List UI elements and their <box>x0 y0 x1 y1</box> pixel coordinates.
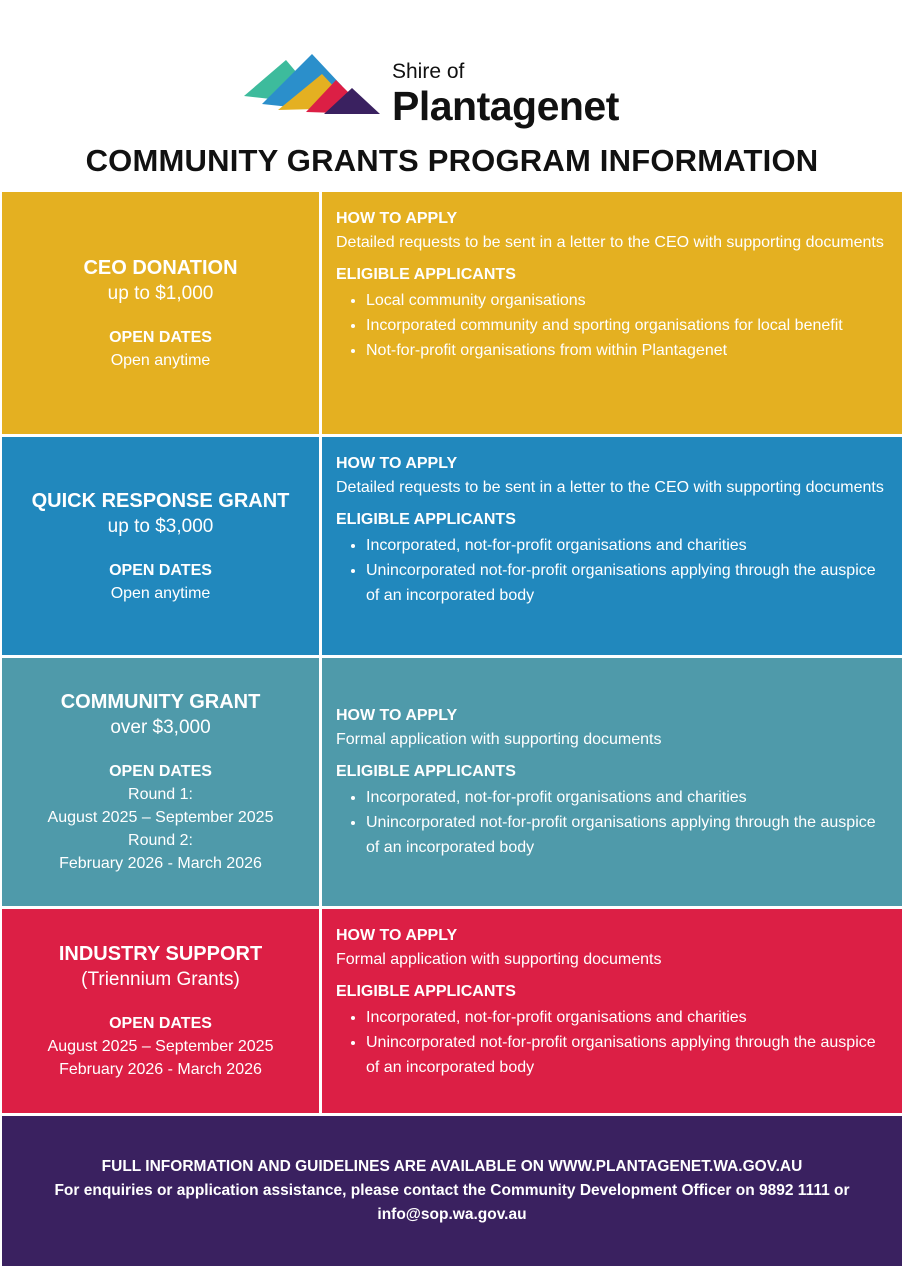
eligible-item: • Local community organisations <box>366 288 890 313</box>
how-to-apply-label: HOW TO APPLY <box>336 455 458 472</box>
how-to-apply-label: HOW TO APPLY <box>336 210 458 227</box>
how-to-apply-text: Formal application with supporting documents <box>336 951 662 968</box>
eligible-item: • Incorporated, not-for-profit organisations and charities <box>366 533 890 558</box>
logo-wordmark <box>392 60 619 128</box>
how-to-apply-label: HOW TO APPLY <box>336 706 458 724</box>
eligible-list <box>336 288 890 363</box>
grant-title: INDUSTRY SUPPORT <box>58 943 263 965</box>
open-dates-line: Round 1: <box>128 786 193 803</box>
eligible-item: • Incorporated, not-for-profit organisations and charities <box>366 785 890 810</box>
footer-contact-line: For enquiries or application assistance, please contact the Community Development Officer on 9892 1111 or info@sop.wa.gov.au <box>54 1182 850 1223</box>
open-dates-line: August 2025 – September 2025 <box>47 1038 274 1055</box>
eligible-item: • Incorporated community and sporting organisations for local benefit <box>366 313 890 338</box>
eligible-item: • Incorporated, not-for-profit organisations and charities <box>366 1005 890 1030</box>
grant-amount: up to $1,000 <box>107 282 214 304</box>
grant-details <box>322 437 902 655</box>
grant-row-industry-support <box>2 909 902 1116</box>
open-dates-label: OPEN DATES <box>109 1015 212 1032</box>
open-dates-line: Round 2: <box>128 832 193 849</box>
grant-amount: (Triennium Grants) <box>81 969 240 990</box>
grant-title: CEO DONATION <box>83 256 238 279</box>
logo-plantagenet: Plantagenet <box>392 83 619 129</box>
eligible-applicants-label: ELIGIBLE APPLICANTS <box>336 983 516 1000</box>
eligible-list <box>336 785 890 860</box>
grant-amount: up to $3,000 <box>107 515 214 537</box>
eligible-item: • Unincorporated not-for-profit organisations applying through the auspice of an incorporated body <box>366 1030 890 1080</box>
grant-amount: over $3,000 <box>110 717 211 738</box>
footer-website-line: FULL INFORMATION AND GUIDELINES ARE AVAILABLE ON WWW.PLANTAGENET.WA.GOV.AU <box>101 1158 803 1175</box>
grant-title: COMMUNITY GRANT <box>60 691 261 713</box>
grant-title: QUICK RESPONSE GRANT <box>31 489 290 512</box>
open-dates-line: Open anytime <box>110 351 211 369</box>
open-dates-label: OPEN DATES <box>109 763 212 780</box>
grant-summary <box>2 192 322 434</box>
shire-logo <box>244 52 644 132</box>
eligible-applicants-label: ELIGIBLE APPLICANTS <box>336 511 516 528</box>
page-title: COMMUNITY GRANTS PROGRAM INFORMATION <box>85 143 819 178</box>
eligible-applicants-label: ELIGIBLE APPLICANTS <box>336 266 516 283</box>
grant-details <box>322 658 902 906</box>
how-to-apply-label: HOW TO APPLY <box>336 927 458 944</box>
how-to-apply-text: Detailed requests to be sent in a letter to the CEO with supporting documents <box>336 479 884 496</box>
open-dates-line: February 2026 - March 2026 <box>59 855 262 872</box>
grant-summary <box>2 658 322 906</box>
grant-summary <box>2 437 322 655</box>
mountains-logo-icon <box>244 52 384 124</box>
eligible-item: • Unincorporated not-for-profit organisations applying through the auspice of an incorporated body <box>366 558 890 608</box>
open-dates-line: Open anytime <box>110 584 211 602</box>
open-dates-label: OPEN DATES <box>109 561 212 579</box>
grant-summary <box>2 909 322 1113</box>
grant-row-ceo-donation <box>2 192 902 437</box>
open-dates-line: February 2026 - March 2026 <box>59 1061 262 1078</box>
how-to-apply-text: Detailed requests to be sent in a letter to the CEO with supporting documents <box>336 234 884 251</box>
grants-table <box>2 192 902 1116</box>
eligible-applicants-label: ELIGIBLE APPLICANTS <box>336 762 516 780</box>
open-dates-label: OPEN DATES <box>109 328 212 346</box>
logo-shire-of: Shire of <box>392 60 465 83</box>
grant-row-community <box>2 658 902 909</box>
open-dates-line: August 2025 – September 2025 <box>47 809 274 826</box>
eligible-list <box>336 533 890 608</box>
grant-row-quick-response <box>2 437 902 658</box>
how-to-apply-text: Formal application with supporting documents <box>336 730 662 748</box>
eligible-item: • Unincorporated not-for-profit organisations applying through the auspice of an incorporated body <box>366 810 890 860</box>
grant-details <box>322 192 902 434</box>
eligible-item: • Not-for-profit organisations from within Plantagenet <box>366 338 890 363</box>
eligible-list <box>336 1005 890 1080</box>
footer-banner <box>2 1116 902 1266</box>
grant-details <box>322 909 902 1113</box>
